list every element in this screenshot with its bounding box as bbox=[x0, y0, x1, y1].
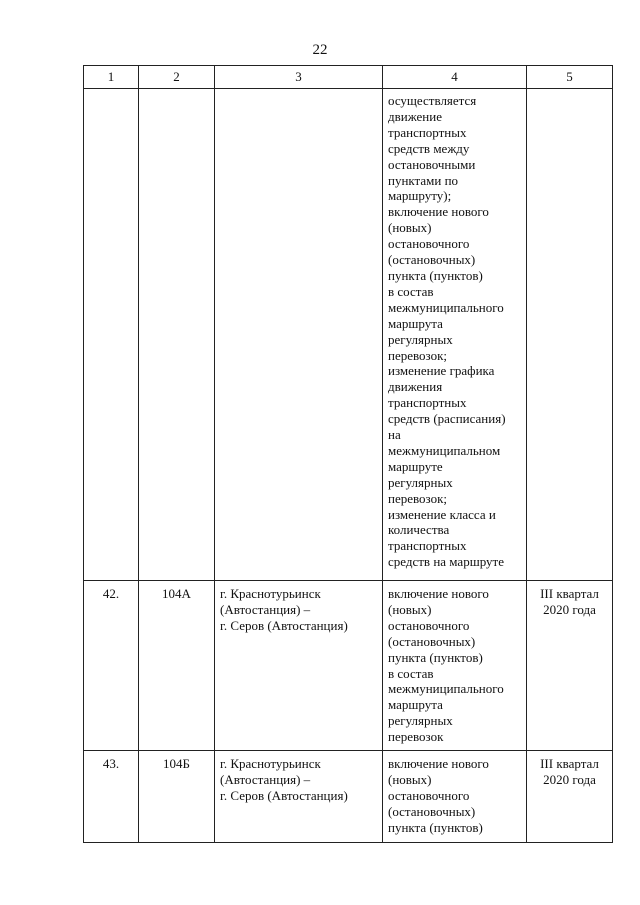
cell-text-line: перевозок; bbox=[388, 490, 448, 506]
cell-text-line: III квартал bbox=[540, 586, 599, 601]
cell-text-line: (новых) bbox=[388, 771, 432, 787]
empty-cell bbox=[215, 89, 383, 581]
cell-text-line: маршруту); bbox=[388, 188, 452, 204]
table-header-row bbox=[84, 66, 613, 89]
change-description-cell bbox=[383, 751, 527, 843]
header-cell: 5 bbox=[527, 66, 613, 89]
cell-text-line: средств (расписания) bbox=[388, 411, 506, 427]
cell-text-line: остановочного bbox=[388, 617, 470, 633]
cell-text-line: III квартал bbox=[540, 756, 599, 771]
route-number: 104Б bbox=[139, 751, 215, 843]
cell-text-line: транспортных bbox=[388, 538, 467, 554]
cell-text-line: на bbox=[388, 427, 401, 443]
cell-text-line: включение нового bbox=[388, 204, 489, 220]
cell-text-line: межмуниципальном bbox=[388, 442, 501, 458]
cell-text-line: движения bbox=[388, 379, 443, 395]
cell-text-line: г. Краснотурьинск bbox=[220, 756, 321, 771]
cell-text-line: пункта (пунктов) bbox=[388, 649, 483, 665]
cell-text-line: г. Краснотурьинск bbox=[220, 586, 321, 601]
cell-text-line: остановочного bbox=[388, 236, 470, 252]
cell-text-line: перевозок; bbox=[388, 347, 448, 363]
empty-cell bbox=[139, 89, 215, 581]
cell-text-line: маршрута bbox=[388, 315, 443, 331]
cell-text-line: (остановочных) bbox=[388, 633, 476, 649]
cell-text-line: (остановочных) bbox=[388, 252, 476, 268]
change-description-cell bbox=[383, 581, 527, 751]
empty-cell bbox=[527, 89, 613, 581]
cell-text-line: пункта (пунктов) bbox=[388, 819, 483, 835]
cell-text-line: межмуниципального bbox=[388, 299, 504, 315]
cell-text-line: транспортных bbox=[388, 124, 467, 140]
cell-text-line: средств на маршруте bbox=[388, 554, 504, 570]
cell-text-line: осуществляется bbox=[388, 93, 477, 108]
cell-text-line: перевозок bbox=[388, 729, 444, 745]
row-number: 42. bbox=[84, 581, 139, 751]
cell-text-line: (остановочных) bbox=[388, 803, 476, 819]
cell-text-line: 2020 года bbox=[543, 601, 596, 617]
cell-text-line: включение нового bbox=[388, 756, 489, 771]
cell-text-line: регулярных bbox=[388, 331, 453, 347]
header-cell: 1 bbox=[84, 66, 139, 89]
row-number: 43. bbox=[84, 751, 139, 843]
cell-text-line: (новых) bbox=[388, 601, 432, 617]
cell-text-line: изменение класса и bbox=[388, 506, 496, 522]
cell-text-line: (Автостанция) – bbox=[220, 771, 311, 787]
table-row bbox=[84, 89, 613, 581]
table-row bbox=[84, 581, 613, 751]
route-name-cell bbox=[215, 581, 383, 751]
cell-text-line: пунктами по bbox=[388, 172, 459, 188]
header-cell: 4 bbox=[383, 66, 527, 89]
change-description-cell bbox=[383, 89, 527, 581]
routes-table bbox=[83, 65, 613, 843]
cell-text-line: маршрута bbox=[388, 697, 443, 713]
cell-text-line: (новых) bbox=[388, 220, 432, 236]
cell-text-line: остановочного bbox=[388, 787, 470, 803]
header-cell: 2 bbox=[139, 66, 215, 89]
cell-text-line: маршруте bbox=[388, 458, 443, 474]
table-row bbox=[84, 751, 613, 843]
term-cell bbox=[527, 581, 613, 751]
cell-text-line: в состав bbox=[388, 283, 434, 299]
cell-text-line: (Автостанция) – bbox=[220, 601, 311, 617]
cell-text-line: средств между bbox=[388, 140, 470, 156]
cell-text-line: в состав bbox=[388, 665, 434, 681]
route-name-cell bbox=[215, 751, 383, 843]
cell-text-line: включение нового bbox=[388, 586, 489, 601]
header-cell: 3 bbox=[215, 66, 383, 89]
cell-text-line: остановочными bbox=[388, 156, 476, 172]
empty-cell bbox=[84, 89, 139, 581]
term-cell bbox=[527, 751, 613, 843]
cell-text-line: количества bbox=[388, 522, 450, 538]
cell-text-line: регулярных bbox=[388, 474, 453, 490]
route-number: 104А bbox=[139, 581, 215, 751]
cell-text-line: г. Серов (Автостанция) bbox=[220, 787, 348, 803]
cell-text-line: движение bbox=[388, 108, 442, 124]
cell-text-line: транспортных bbox=[388, 395, 467, 411]
cell-text-line: регулярных bbox=[388, 713, 453, 729]
page-number: 22 bbox=[312, 42, 328, 58]
cell-text-line: 2020 года bbox=[543, 771, 596, 787]
cell-text-line: межмуниципального bbox=[388, 681, 504, 697]
cell-text-line: изменение графика bbox=[388, 363, 495, 379]
cell-text-line: пункта (пунктов) bbox=[388, 267, 483, 283]
cell-text-line: г. Серов (Автостанция) bbox=[220, 617, 348, 633]
